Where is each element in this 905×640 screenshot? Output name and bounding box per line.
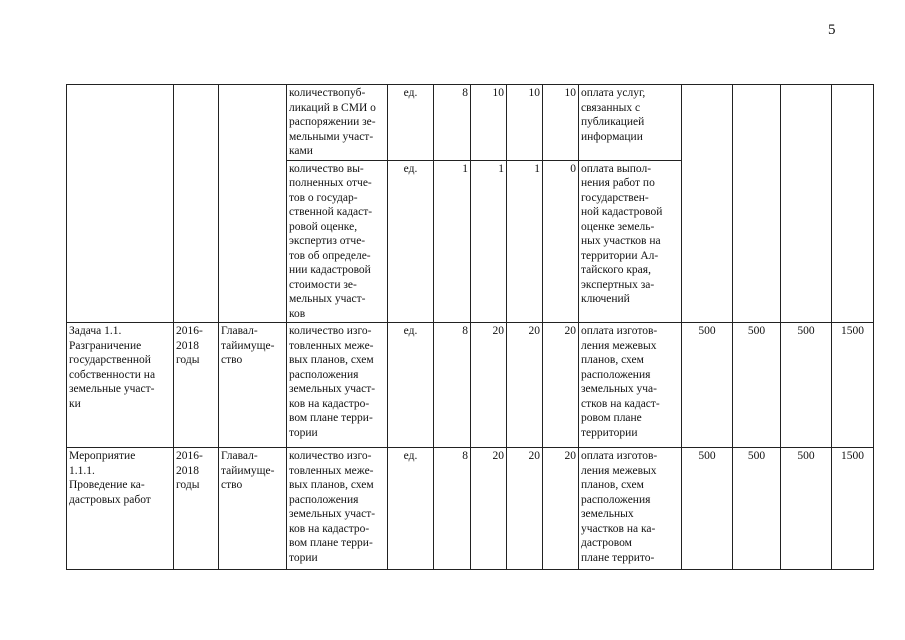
program-table (66, 84, 874, 570)
value-cell: 0 (543, 160, 579, 323)
finance-cell: 1500 (832, 448, 874, 570)
finance-cell: 1500 (832, 323, 874, 448)
finance-cell (733, 85, 781, 323)
indicator-cell: количествопуб- ликаций в СМИ о распоряжении зе- мельными участ- ками (287, 85, 388, 161)
task-name-cell: Мероприятие 1.1.1. Проведение ка- дастровых работ (67, 448, 174, 570)
value-cell: 20 (471, 323, 507, 448)
finance-cell (832, 85, 874, 323)
table-row (67, 323, 874, 448)
finance-cell: 500 (781, 448, 832, 570)
value-cell: 1 (471, 160, 507, 323)
executor-cell (219, 85, 287, 323)
value-cell: 8 (434, 448, 471, 570)
task-name-cell: Задача 1.1. Разграничение государственной собственности на земельные участ- ки (67, 323, 174, 448)
value-cell: 8 (434, 85, 471, 161)
value-cell: 20 (471, 448, 507, 570)
expense-cell: оплата изготов- ления межевых планов, схем расположения земельных участков на ка- дастровом плане террито- (579, 448, 682, 570)
value-cell: 20 (507, 323, 543, 448)
table-row (67, 448, 874, 570)
value-cell: 20 (543, 448, 579, 570)
finance-cell: 500 (733, 448, 781, 570)
indicator-cell: количество изго- товленных меже- вых планов, схем расположения земельных участ- ков на кадастро- вом плане терри- тории (287, 323, 388, 448)
period-cell: 2016- 2018 годы (174, 448, 219, 570)
executor-cell: Главал- тайимуще- ство (219, 448, 287, 570)
expense-cell: оплата услуг, связанных с публикацией информации (579, 85, 682, 161)
unit-cell: ед. (388, 448, 434, 570)
finance-cell: 500 (781, 323, 832, 448)
executor-cell: Главал- тайимуще- ство (219, 323, 287, 448)
finance-cell: 500 (682, 448, 733, 570)
period-cell: 2016- 2018 годы (174, 323, 219, 448)
value-cell: 10 (471, 85, 507, 161)
finance-cell (781, 85, 832, 323)
period-cell (174, 85, 219, 323)
expense-cell: оплата изготов- ления межевых планов, схем расположения земельных уча- стков на кадаст- ровом плане территории (579, 323, 682, 448)
indicator-cell: количество изго- товленных меже- вых планов, схем расположения земельных участ- ков на кадастро- вом плане терри- тории (287, 448, 388, 570)
task-name-cell (67, 85, 174, 323)
value-cell: 20 (543, 323, 579, 448)
value-cell: 10 (507, 85, 543, 161)
table-row (67, 85, 874, 161)
unit-cell: ед. (388, 85, 434, 161)
value-cell: 8 (434, 323, 471, 448)
value-cell: 20 (507, 448, 543, 570)
page-number: 5 (828, 22, 836, 38)
value-cell: 10 (543, 85, 579, 161)
indicator-cell: количество вы- полненных отче- тов о государ- ственной кадаст- ровой оценке, экспертиз отче- тов об определе- нии кадастровой стоимости зе- мельных участ- ков (287, 160, 388, 323)
unit-cell: ед. (388, 323, 434, 448)
finance-cell (682, 85, 733, 323)
expense-cell: оплата выпол- нения работ по государствен- ной кадастровой оценке земель- ных участков на территории Ал- тайского края, экспертных за- ключений (579, 160, 682, 323)
finance-cell: 500 (733, 323, 781, 448)
finance-cell: 500 (682, 323, 733, 448)
value-cell: 1 (434, 160, 471, 323)
unit-cell: ед. (388, 160, 434, 323)
value-cell: 1 (507, 160, 543, 323)
